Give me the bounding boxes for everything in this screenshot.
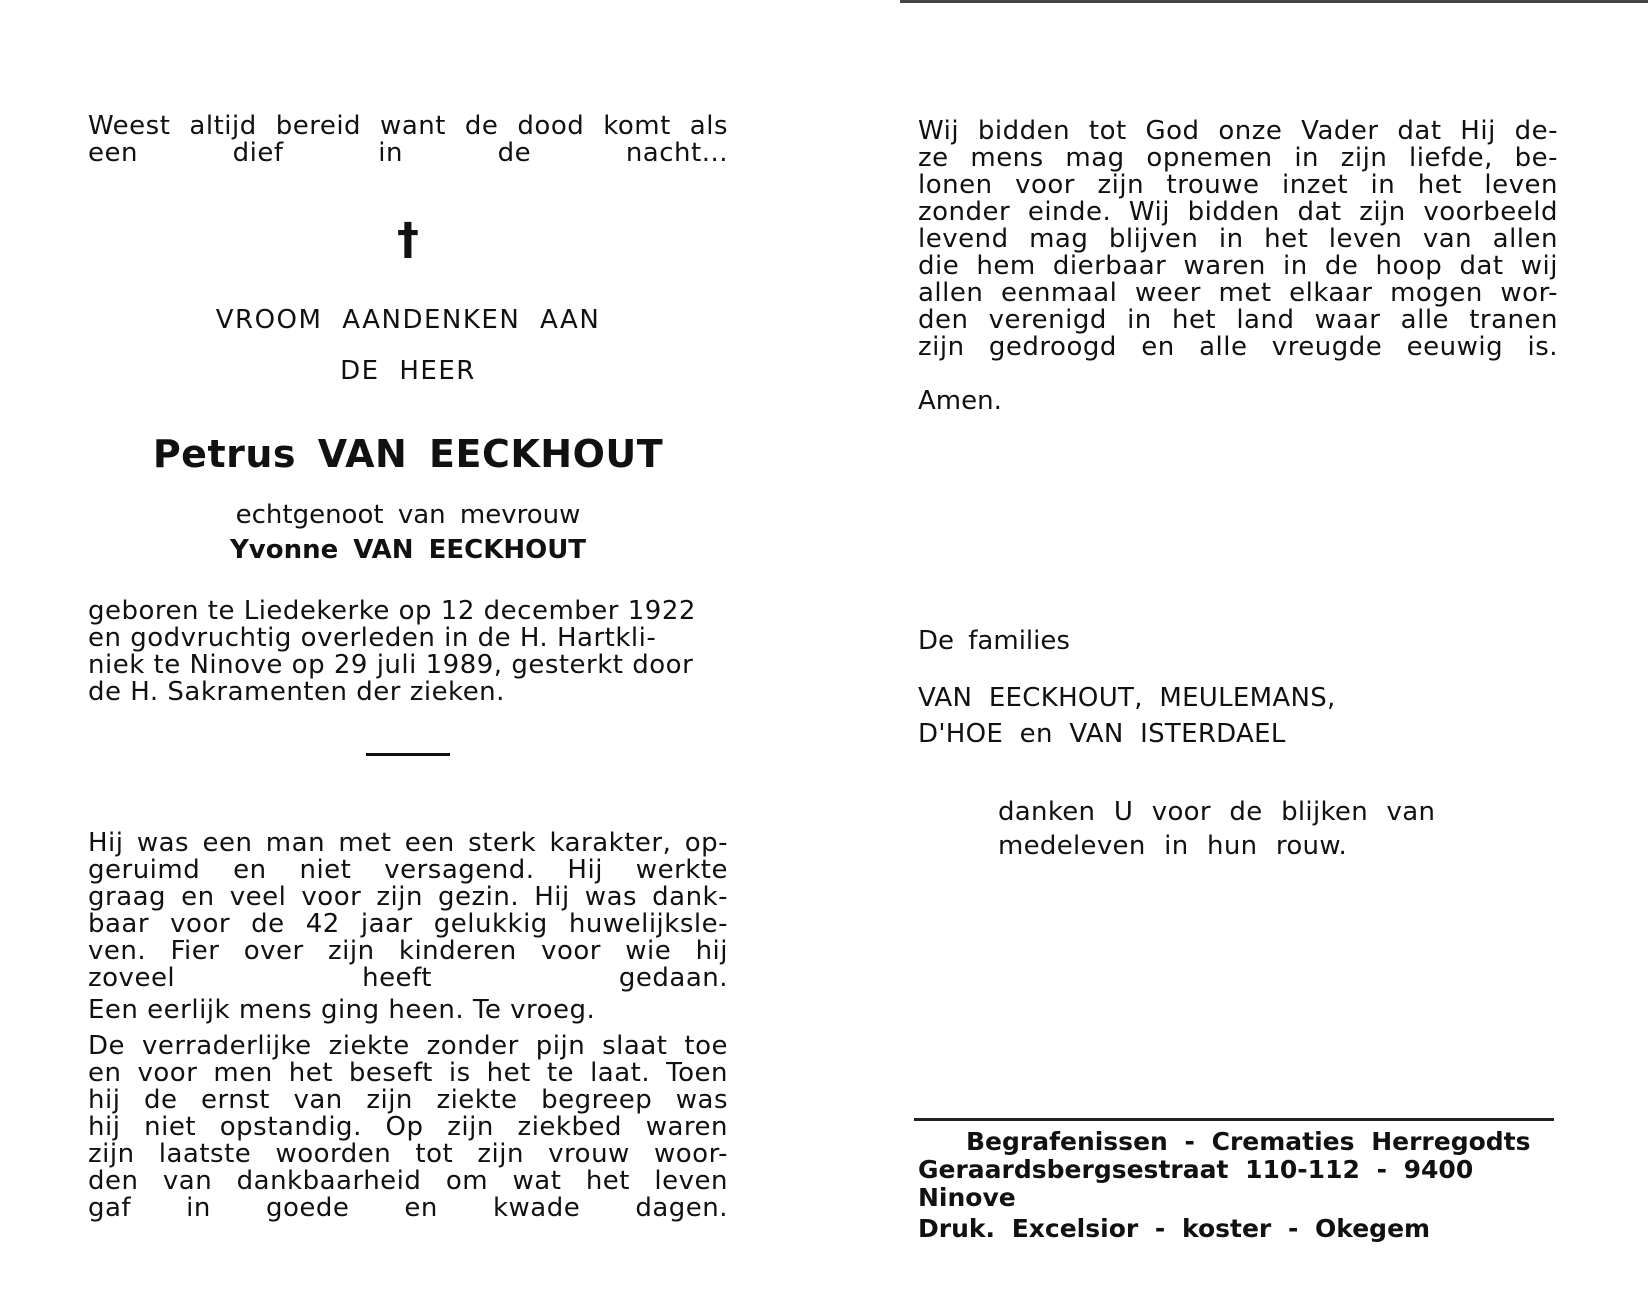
bio-line: zoveel heeft gedaan. <box>88 963 728 993</box>
bio-line: baar voor de 42 jaar gelukkig huwelijksle- <box>88 909 728 939</box>
deceased-name: Petrus VAN EECKHOUT <box>152 432 664 476</box>
prayer-line: lonen voor zijn trouwe inzet in het leven <box>918 170 1558 200</box>
prayer-line: zonder einde. Wij bidden dat zijn voorbeeld <box>918 197 1558 227</box>
thanks-message <box>998 795 1435 863</box>
footer-rule <box>914 1118 1554 1121</box>
bio-line: Hij was een man met een sterk karakter, op- <box>88 828 728 858</box>
prayer-paragraph <box>918 118 1558 361</box>
spouse-name: Yvonne VAN EECKHOUT <box>229 535 587 565</box>
spouse-label: echtgenoot van mevrouw <box>235 500 581 530</box>
family-names <box>918 680 1336 752</box>
birth-line: geboren te Liedekerke op 12 december 1922 <box>88 596 696 626</box>
opening-quote <box>88 113 728 167</box>
prayer-line: ze mens mag opnemen in zijn liefde, be- <box>918 143 1558 173</box>
biography-sentence <box>88 997 728 1024</box>
birth-line: de H. Sakramenten der zieken. <box>88 677 505 707</box>
memorial-heading: VROOM AANDENKEN AAN <box>215 305 601 335</box>
illness-line: hij niet opstandig. Op zijn ziekbed waren <box>88 1112 728 1142</box>
left-column <box>88 0 728 1296</box>
prayer-line: den verenigd in het land waar alle tranen <box>918 305 1558 335</box>
prayer-line: allen eenmaal weer met elkaar mogen wor- <box>918 278 1558 308</box>
biography-paragraph <box>88 830 728 992</box>
prayer-line: levend mag blijven in het leven van allen <box>918 224 1558 254</box>
bio-line: graag en veel voor zijn gezin. Hij was dank- <box>88 882 728 912</box>
section-divider <box>366 753 450 756</box>
birth-line: niek te Ninove op 29 juli 1989, gesterkt door <box>88 650 694 680</box>
prayer-line: zijn gedroogd en alle vreugde eeuwig is. <box>918 332 1558 362</box>
birth-death-paragraph <box>88 598 728 706</box>
prayer-line: die hem dierbaar waren in de hoop dat wij <box>918 251 1558 281</box>
bio-line: geruimd en niet versagend. Hij werkte <box>88 855 728 885</box>
family-name-line: VAN EECKHOUT, MEULEMANS, <box>918 683 1336 713</box>
honorific-heading: DE HEER <box>340 356 476 386</box>
illness-line: hij de ernst van zijn ziekte begreep was <box>88 1085 728 1115</box>
funeral-home-name: Begrafenissen - Crematies Herregodts <box>966 1127 1531 1156</box>
amen-text: Amen. <box>918 386 1002 416</box>
bio-line: ven. Fier over zijn kinderen voor wie hij <box>88 936 728 966</box>
illness-line: den van dankbaarheid om wat het leven <box>88 1166 728 1196</box>
illness-line: zijn laatste woorden tot zijn vrouw woor- <box>88 1139 728 1169</box>
prayer-line: Wij bidden tot God onze Vader dat Hij de- <box>918 116 1558 146</box>
printer-credit: Druk. Excelsior - koster - Okegem <box>918 1214 1431 1243</box>
quote-line: een dief in de nacht... <box>88 138 728 168</box>
funeral-home-address: Geraardsbergsestraat 110-112 - 9400 Ninove <box>918 1155 1474 1212</box>
families-label: De families <box>918 626 1070 656</box>
funeral-home-footer <box>918 1128 1558 1243</box>
family-name-line: D'HOE en VAN ISTERDAEL <box>918 719 1286 749</box>
birth-line: en godvruchtig overleden in de H. Hartkli- <box>88 623 657 653</box>
bio-line: Een eerlijk mens ging heen. Te vroeg. <box>88 995 596 1025</box>
thanks-line: danken U voor de blijken van <box>998 797 1436 827</box>
thanks-line: medeleven in hun rouw. <box>998 831 1348 861</box>
illness-line: gaf in goede en kwade dagen. <box>88 1193 728 1223</box>
illness-paragraph <box>88 1033 728 1222</box>
cross-icon: † <box>397 214 419 265</box>
illness-line: en voor men het beseft is het te laat. Toen <box>88 1058 728 1088</box>
illness-line: De verraderlijke ziekte zonder pijn slaat toe <box>88 1031 728 1061</box>
quote-line: Weest altijd bereid want de dood komt als <box>88 111 728 141</box>
right-column <box>918 0 1558 1296</box>
